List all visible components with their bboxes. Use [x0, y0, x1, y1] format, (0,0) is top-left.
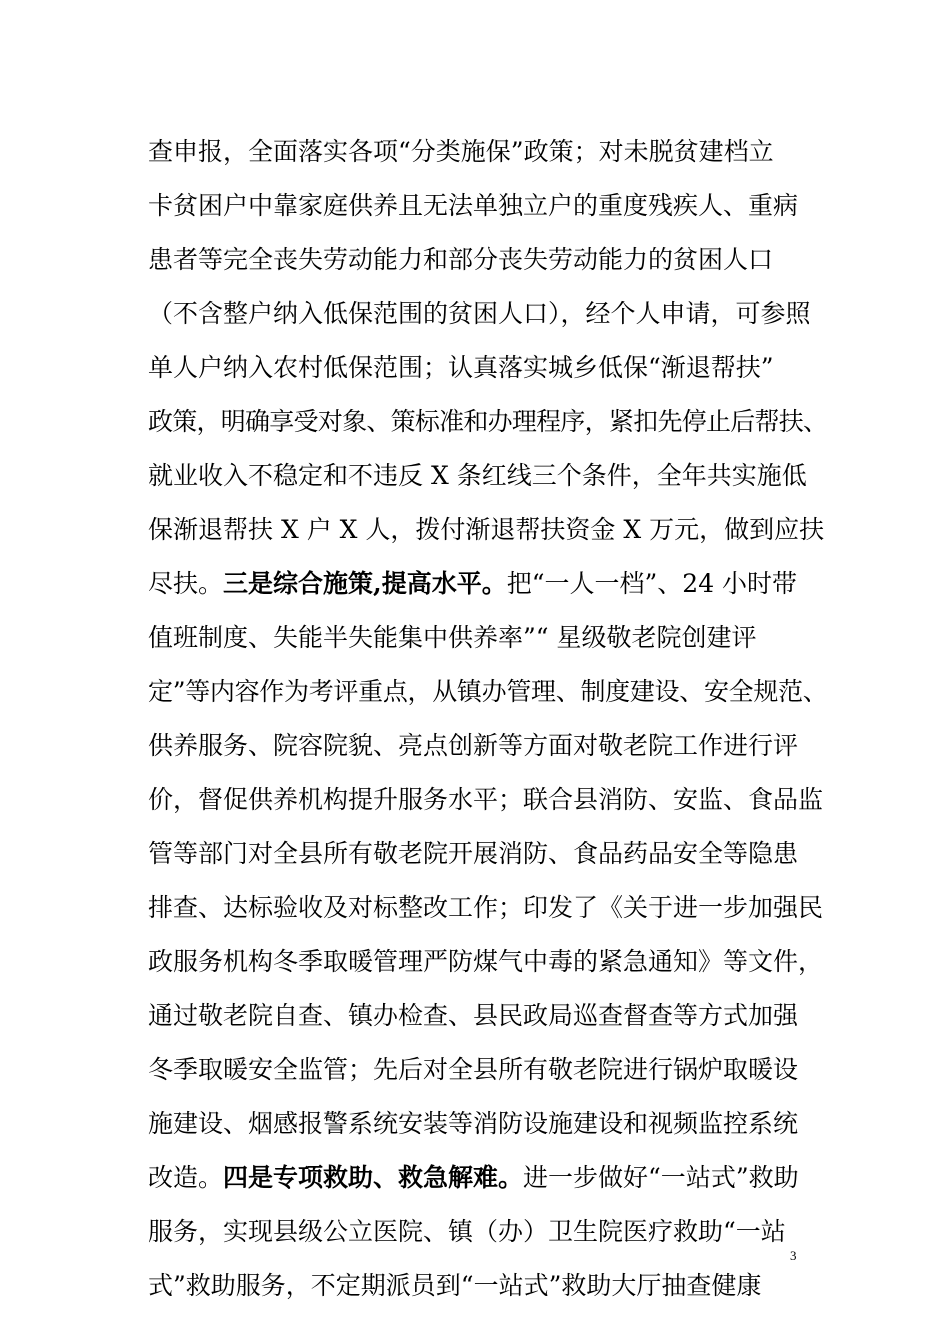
line-text: 定”等内容作为考评重点，从镇办管理、制度建设、安全规范、 — [148, 677, 828, 706]
line-text: 施建设、烟感报警系统安装等消防设施建设和视频监控系统 — [148, 1109, 799, 1138]
text-line — [148, 449, 828, 503]
text-line — [148, 881, 828, 935]
line-text: 单人户纳入农村低保范围；认真落实城乡低保“渐退帮扶” — [148, 353, 774, 382]
text-line — [148, 1151, 828, 1205]
line-text: 价，督促供养机构提升服务水平；联合县消防、安监、食品监 — [148, 785, 824, 814]
text-line — [148, 179, 828, 233]
line-text: 值班制度、失能半失能集中供养率”“ 星级敬老院创建评 — [148, 623, 757, 652]
line-text: 服务，实现县级公立医院、镇（办）卫生院医疗救助“一站 — [148, 1217, 786, 1246]
line-text: 就业收入不稳定和不违反 X 条红线三个条件，全年共实施低 — [148, 461, 807, 490]
text-line — [148, 125, 828, 179]
line-text: 改造。 — [148, 1163, 224, 1192]
line-text: 尽扶。 — [148, 569, 224, 598]
text-line — [148, 719, 828, 773]
text-line — [148, 503, 828, 557]
page-number: 3 — [790, 1248, 797, 1263]
line-text: 政服务机构冬季取暖管理严防煤气中毒的紧急通知》等文件， — [148, 947, 824, 976]
line-text: 政策，明确享受对象、策标准和办理程序，紧扣先停止后帮扶、 — [148, 407, 828, 436]
line-text: 管等部门对全县所有敬老院开展消防、食品药品安全等隐患 — [148, 839, 799, 868]
text-line — [148, 611, 828, 665]
bold-heading-text: 四是专项救助、救急解难。 — [223, 1163, 524, 1192]
text-line — [148, 395, 828, 449]
text-line — [148, 1097, 828, 1151]
text-line — [148, 665, 828, 719]
text-line — [148, 233, 828, 287]
text-line — [148, 827, 828, 881]
line-text: 式”救助服务，不定期派员到“一站式”救助大厅抽查健康 — [148, 1271, 762, 1300]
text-line — [148, 1259, 828, 1313]
text-line — [148, 1043, 828, 1097]
line-text: 查申报，全面落实各项“分类施保”政策；对未脱贫建档立 — [148, 137, 774, 166]
text-line — [148, 1205, 828, 1259]
text-line — [148, 935, 828, 989]
line-text: （不含整户纳入低保范围的贫困人口），经个人申请，可参照 — [148, 299, 811, 328]
line-text: 把“一人一档”、24 小时带 — [506, 569, 798, 598]
text-line — [148, 341, 828, 395]
text-line — [148, 989, 828, 1043]
line-text: 进一步做好“一站式”救助 — [523, 1163, 799, 1192]
line-text: 冬季取暖安全监管；先后对全县所有敬老院进行锅炉取暖设 — [148, 1055, 799, 1084]
line-text: 患者等完全丧失劳动能力和部分丧失劳动能力的贫困人口 — [148, 245, 774, 274]
text-line — [148, 773, 828, 827]
line-text: 保渐退帮扶 X 户 X 人，拨付渐退帮扶资金 X 万元，做到应扶 — [148, 515, 825, 544]
line-text: 排查、达标验收及对标整改工作；印发了《关于进一步加强民 — [148, 893, 824, 922]
body-text — [148, 125, 828, 1313]
text-line — [148, 557, 828, 611]
line-text: 通过敬老院自查、镇办检查、县民政局巡查督查等方式加强 — [148, 1001, 799, 1030]
line-text: 卡贫困户中靠家庭供养且无法单独立户的重度残疾人、重病 — [148, 191, 799, 220]
line-text: 供养服务、院容院貌、亮点创新等方面对敬老院工作进行评 — [148, 731, 799, 760]
text-line — [148, 287, 828, 341]
bold-heading-text: 三是综合施策,提高水平。 — [223, 569, 507, 598]
